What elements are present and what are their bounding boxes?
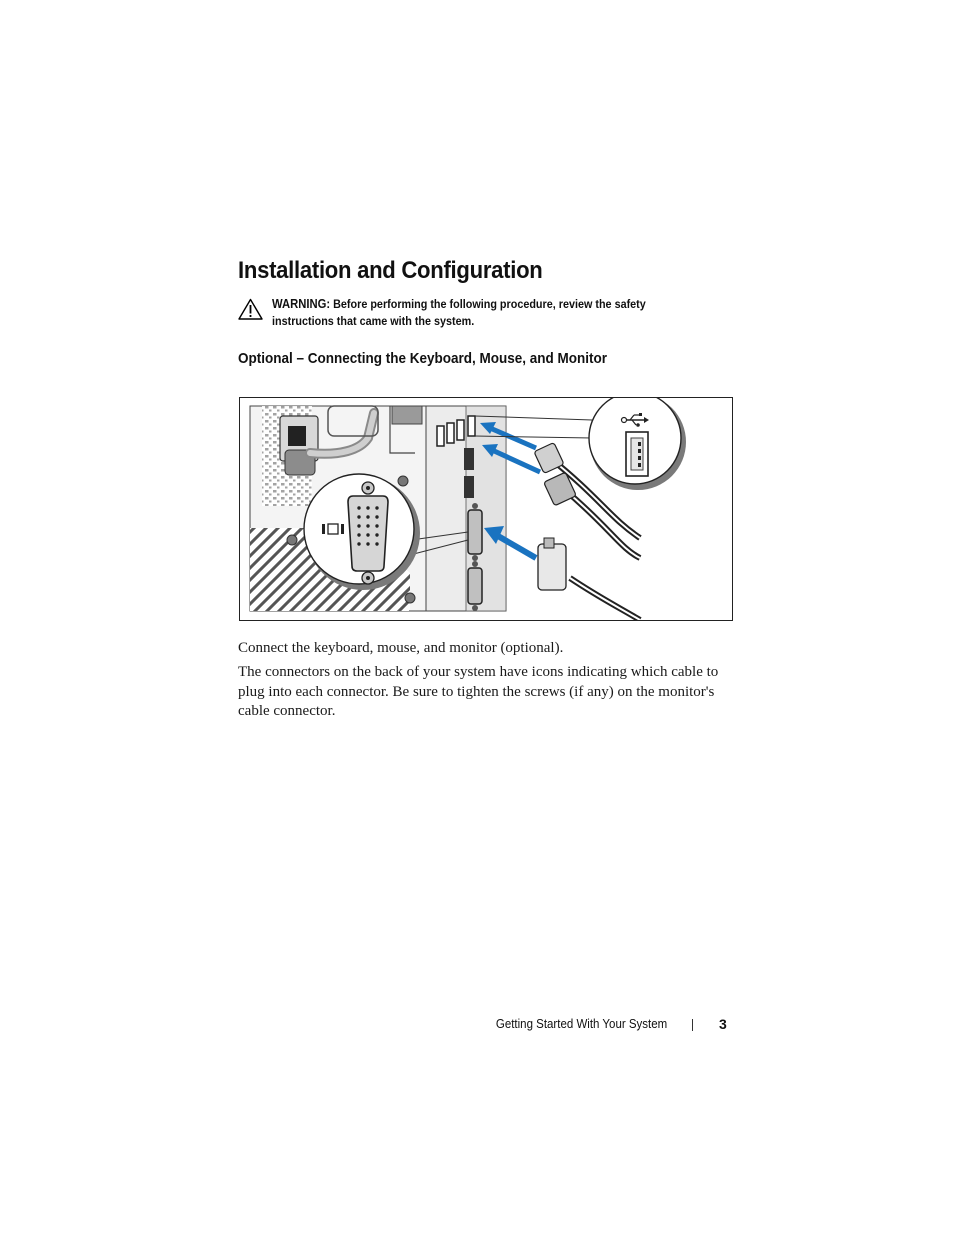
page-footer (0, 1015, 954, 1035)
footer-separator (692, 1019, 693, 1031)
warning-triangle-icon (238, 298, 263, 320)
warning-body: Before performing the following procedure, review the safety instructions that came with the system. (272, 297, 646, 328)
page-number: 3 (719, 1016, 727, 1032)
page-title: Installation and Configuration (238, 257, 543, 284)
vga-port (468, 503, 482, 561)
warning-text (272, 296, 695, 330)
footer-doc-title: Getting Started With Your System (495, 1017, 667, 1031)
instruction-paragraph: Connect the keyboard, mouse, and monitor (optional). (238, 640, 564, 656)
connector-note-paragraph: The connectors on the back of your system have icons indicating which cable to plug into each connector. Be sure to tighten the screws (if any) on the monitor's cable connector. (238, 664, 719, 719)
warning-label: WARNING: (272, 297, 331, 311)
connection-illustration (239, 397, 733, 621)
section-heading: Optional – Connecting the Keyboard, Mouse, and Monitor (238, 350, 608, 367)
usb-callout (589, 398, 686, 490)
connector-diagram (240, 398, 732, 620)
